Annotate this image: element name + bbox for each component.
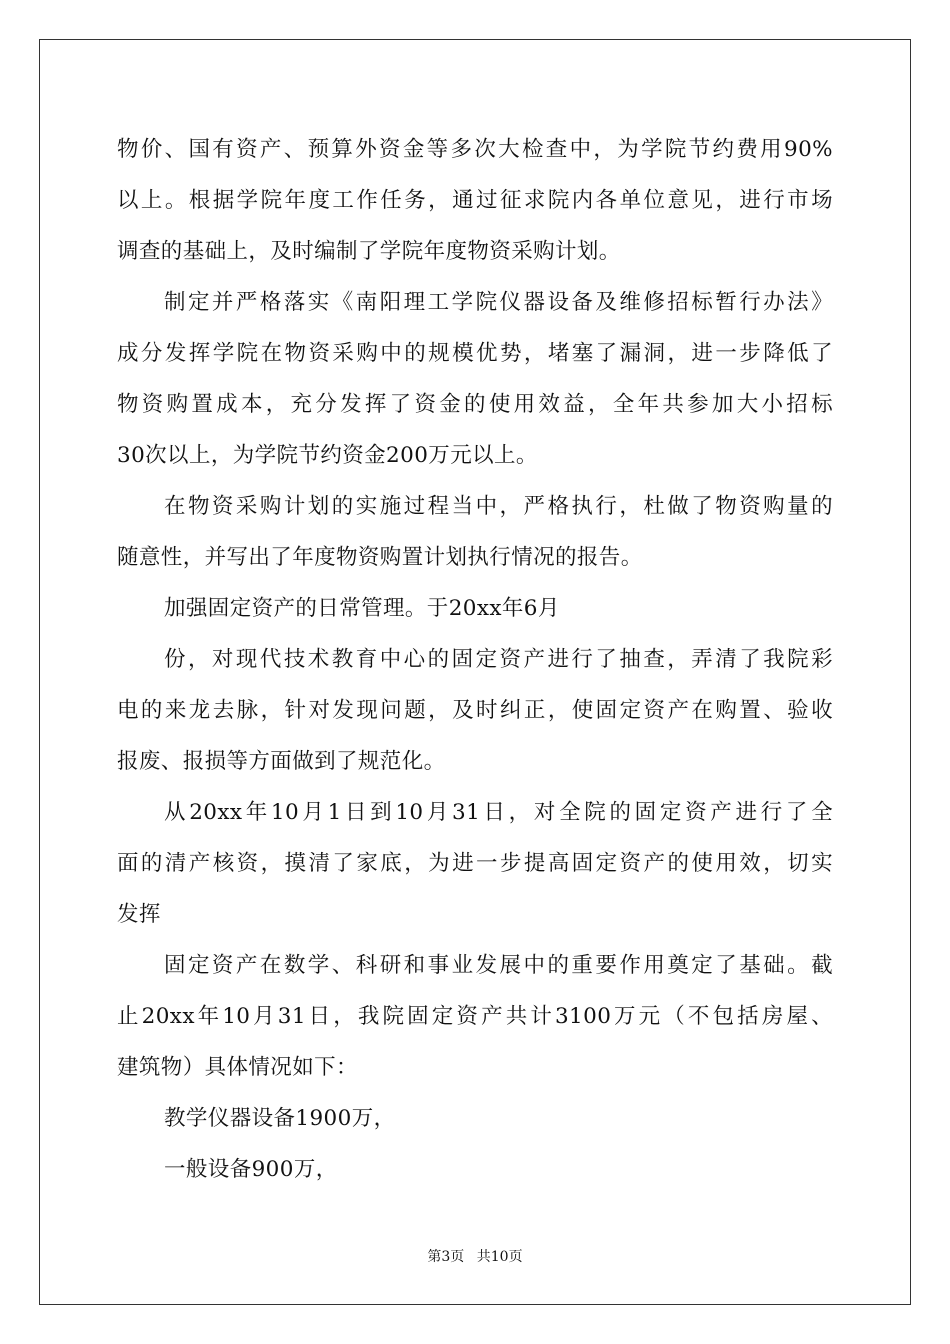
text-line: 成分发挥学院在物资采购中的规模优势，堵塞了漏洞，进一步降低了 [117,341,833,366]
text-line: 30次以上，为学院节约资金200万元以上。 [117,443,538,468]
text-line: 面的清产核资，摸清了家底，为进一步提高固定资产的使用效，切实 [117,851,833,876]
text-line: 随意性，并写出了年度物资购置计划执行情况的报告。 [117,545,643,570]
text-line: 报废、报损等方面做到了规范化。 [117,749,446,774]
text-line: 电的来龙去脉，针对发现问题，及时纠正，使固定资产在购置、验收 [117,698,833,723]
text-line: 固定资产在数学、科研和事业发展中的重要作用奠定了基础。截 [164,953,833,978]
page-number-total: 共10页 [476,1249,523,1265]
text-line: 份，对现代技术教育中心的固定资产进行了抽查，弄清了我院彩 [164,647,833,672]
text-line: 物价、国有资产、预算外资金等多次大检查中，为学院节约费用90% [117,137,833,162]
text-line: 从20xx年10月1日到10月31日，对全院的固定资产进行了全 [164,800,833,825]
text-line: 以上。根据学院年度工作任务，通过征求院内各单位意见，进行市场 [117,188,833,213]
page-number-current: 第3页 [427,1249,465,1265]
document-body [117,124,833,1195]
text-line: 止20xx年10月31日，我院固定资产共计3100万元（不包括房屋、 [117,1004,833,1029]
text-line: 建筑物）具体情况如下： [117,1055,358,1080]
text-line: 物资购置成本，充分发挥了资金的使用效益，全年共参加大小招标 [117,392,833,417]
text-line: 一般设备900万， [164,1157,338,1182]
text-line: 制定并严格落实《南阳理工学院仪器设备及维修招标暂行办法》 [164,290,833,315]
text-line: 加强固定资产的日常管理。于20xx年6月 [164,596,560,621]
text-line: 发挥 [117,902,161,927]
text-line: 教学仪器设备1900万， [164,1106,396,1131]
text-line: 调查的基础上，及时编制了学院年度物资采购计划。 [117,239,621,264]
page-footer [0,1246,950,1266]
text-line: 在物资采购计划的实施过程当中，严格执行，杜做了物资购量的 [164,494,833,519]
